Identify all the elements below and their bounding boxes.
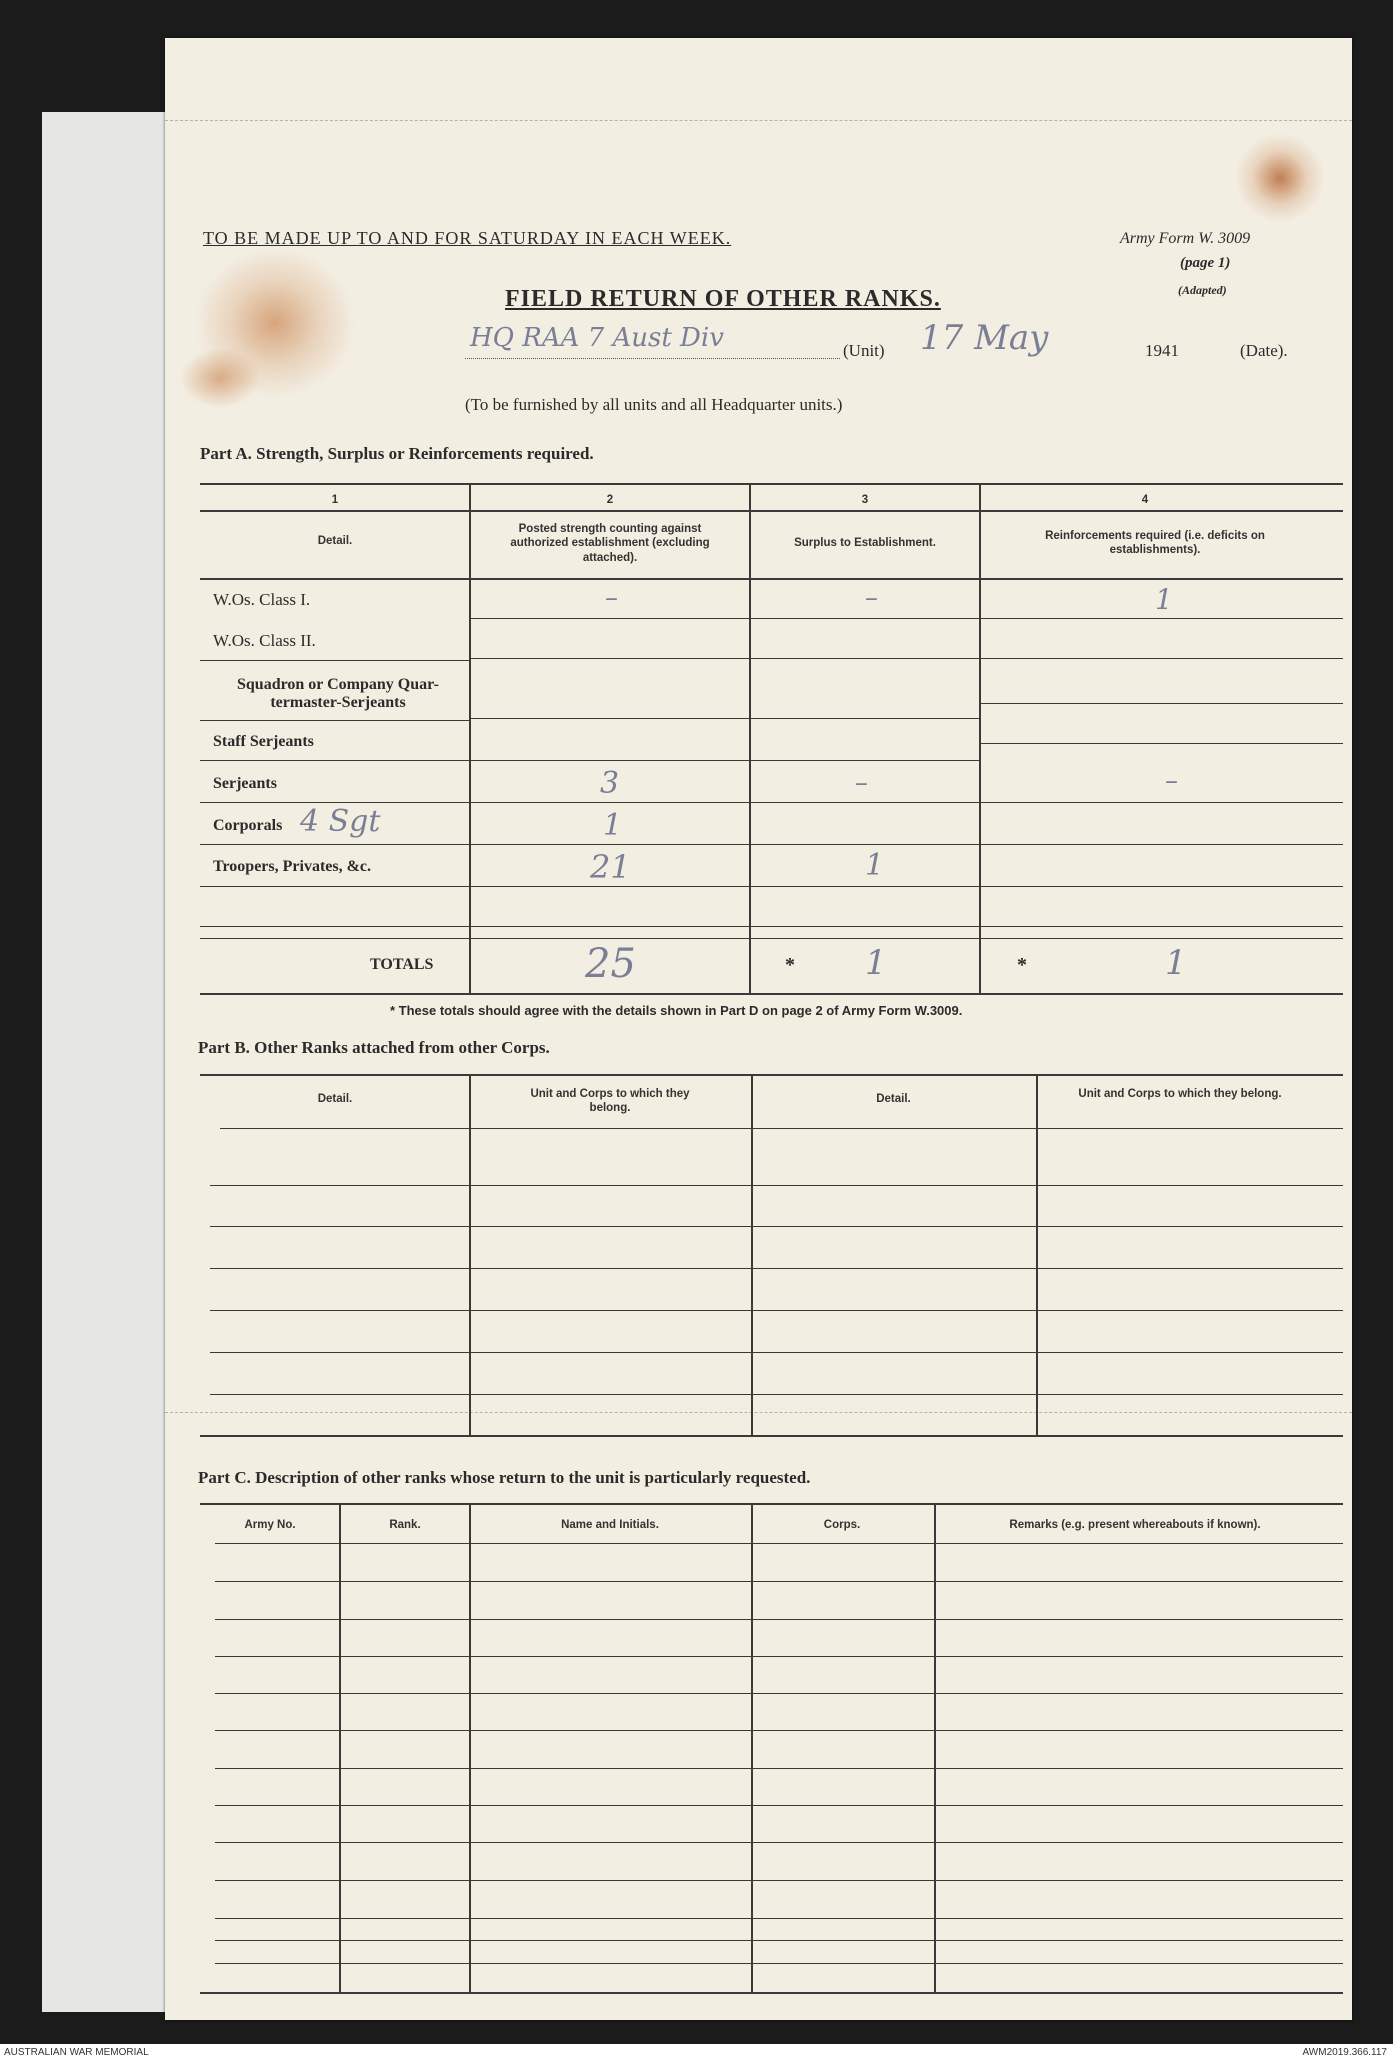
part-c-heading: Part C. Description of other ranks whose return to the unit is particularly requested.: [198, 1468, 811, 1487]
asterisk-reinf: *: [1017, 954, 1027, 976]
part-c-row-rule: [215, 1940, 1343, 1941]
perforation-middle: [165, 1412, 1352, 1413]
row-label-corporals: Corporals: [213, 817, 283, 834]
form-number: Army Form W. 3009: [1120, 230, 1251, 247]
part-b-row-rule: [210, 1268, 1343, 1269]
perforation-top: [165, 120, 1352, 121]
back-sheet: [42, 112, 172, 2012]
part-c-header-remarks: Remarks (e.g. present whereabouts if known).: [1009, 1519, 1261, 1531]
part-c-row-rule: [215, 1918, 1343, 1919]
part-a-header-detail: Detail.: [317, 535, 353, 547]
row-label-wo-class-1: W.Os. Class I.: [213, 590, 311, 609]
part-c-header-army-no: Army No.: [244, 1519, 296, 1531]
part-a-vrule-1: [469, 483, 471, 993]
asterisk-surplus: *: [785, 954, 795, 976]
form-paper: [165, 38, 1352, 2020]
row-label-staff-serjeants: Staff Serjeants: [213, 733, 314, 750]
form-page: (page 1): [1180, 255, 1231, 271]
part-a-row-rule: [200, 844, 1343, 845]
part-a-row-rule: [200, 720, 470, 721]
surplus-serjeants: –: [855, 768, 868, 798]
corporals-annotation: 4 Sgt: [300, 804, 381, 839]
part-c-header-rank: Rank.: [389, 1519, 421, 1531]
row-label-serjeants: Serjeants: [213, 775, 277, 792]
part-b-vrule-3: [1036, 1074, 1038, 1436]
part-b-header-unit-2: Unit and Corps to which they belong.: [1078, 1088, 1282, 1100]
part-b-vrule-1: [469, 1074, 471, 1436]
part-a-row-rule: [200, 926, 1343, 927]
part-b-header-rule: [220, 1128, 1343, 1129]
row-label-troopers: Troopers, Privates, &c.: [213, 858, 372, 875]
part-c-row-rule: [215, 1842, 1343, 1843]
part-a-row-rule: [200, 938, 1343, 939]
part-a-col-number-4: 4: [1141, 494, 1149, 506]
part-c-row-rule: [215, 1963, 1343, 1964]
reinf-wo1: 1: [1155, 583, 1173, 616]
surplus-troopers: 1: [865, 848, 885, 883]
part-a-col-number-1: 1: [331, 494, 339, 506]
part-c-vrule-3: [751, 1503, 753, 1993]
part-a-bottom-rule: [200, 993, 1343, 995]
surplus-wo1: –: [865, 583, 878, 613]
part-c-row-rule: [215, 1619, 1343, 1620]
footer-archive-name: AUSTRALIAN WAR MEMORIAL: [4, 2047, 149, 2058]
posted-troopers: 21: [590, 848, 631, 886]
part-b-row-rule: [210, 1352, 1343, 1353]
part-b-row-rule: [210, 1226, 1343, 1227]
part-c-vrule-2: [469, 1503, 471, 1993]
part-c-header-corps: Corps.: [823, 1519, 861, 1531]
part-b-top-rule: [200, 1074, 1343, 1076]
row-label-wo-class-2: W.Os. Class II.: [213, 631, 316, 650]
part-c-header-name: Name and Initials.: [561, 1519, 659, 1531]
part-a-top-rule: [200, 483, 1343, 485]
rust-stain-left-small: [180, 348, 260, 408]
total-reinf: 1: [1165, 943, 1187, 983]
part-a-row-rule: [980, 703, 1343, 704]
part-a-footnote: * These totals should agree with the details shown in Part D on page 2 of Army Form W.3009.: [390, 1003, 963, 1018]
row-label-cqms: Squadron or Company Quar-termaster-Serjeants: [237, 676, 439, 711]
part-c-row-rule: [215, 1581, 1343, 1582]
part-a-row-rule: [470, 718, 980, 719]
part-c-row-rule: [215, 1805, 1343, 1806]
totals-label: TOTALS: [370, 956, 434, 973]
part-c-vrule-1: [339, 1503, 341, 1993]
part-c-bottom-rule: [200, 1992, 1343, 1994]
part-a-header-rule: [200, 578, 1343, 580]
part-c-row-rule: [215, 1693, 1343, 1694]
part-b-header-detail-1: Detail.: [317, 1093, 353, 1105]
part-a-row-rule: [470, 618, 1343, 619]
instruction-text: TO BE MADE UP TO AND FOR SATURDAY IN EACH WEEK.: [203, 228, 732, 248]
part-a-vrule-3: [979, 483, 981, 993]
part-b-vrule-2: [751, 1074, 753, 1436]
unit-label: (Unit): [843, 341, 885, 360]
posted-corporals: 1: [603, 808, 623, 843]
form-title: FIELD RETURN OF OTHER RANKS.: [505, 286, 941, 312]
part-a-row-rule: [200, 886, 1343, 887]
form-adapted: (Adapted): [1178, 283, 1227, 297]
reinf-serjeants: –: [1165, 766, 1178, 796]
total-posted: 25: [585, 941, 636, 987]
part-b-heading: Part B. Other Ranks attached from other Corps.: [198, 1038, 550, 1057]
part-a-header-surplus: Surplus to Establishment.: [794, 537, 936, 549]
part-a-header-posted: Posted strength counting against authorized establishment (excluding attached).: [510, 523, 710, 564]
part-b-bottom-rule: [200, 1435, 1343, 1437]
date-year: 1941: [1145, 341, 1179, 360]
footer-accession-number: AWM2019.366.117: [1302, 2047, 1387, 2058]
posted-wo1: –: [605, 583, 618, 613]
total-surplus: 1: [865, 943, 887, 983]
part-a-row-rule: [470, 658, 1343, 659]
part-b-row-rule: [210, 1310, 1343, 1311]
date-day-month: 17 May: [920, 318, 1049, 358]
part-b-row-rule: [210, 1394, 1343, 1395]
part-a-row-rule: [200, 660, 470, 661]
part-a-row-rule: [980, 743, 1343, 744]
part-c-vrule-4: [934, 1503, 936, 1993]
part-a-row-rule: [200, 760, 980, 761]
part-c-row-rule: [215, 1880, 1343, 1881]
part-b-row-rule: [210, 1185, 1343, 1186]
part-a-row-rule: [200, 802, 1343, 803]
part-a-col-number-3: 3: [861, 494, 869, 506]
unit-value: HQ RAA 7 Aust Div: [470, 323, 724, 353]
part-a-header-reinforcements: Reinforcements required (i.e. deficits on establishments).: [1045, 530, 1265, 557]
unit-underline: [465, 358, 840, 360]
rust-stain-right: [1235, 133, 1325, 223]
part-b-header-unit-1: Unit and Corps to which they belong.: [530, 1088, 690, 1115]
furnished-note: (To be furnished by all units and all Headquarter units.): [465, 395, 843, 414]
part-a-heading: Part A. Strength, Surplus or Reinforcements required.: [200, 444, 594, 463]
part-c-row-rule: [215, 1730, 1343, 1731]
part-a-numrow-rule: [200, 510, 1343, 512]
part-c-top-rule: [200, 1503, 1343, 1505]
part-c-row-rule: [215, 1656, 1343, 1657]
part-b-header-detail-2: Detail.: [876, 1093, 911, 1105]
part-c-row-rule: [215, 1543, 1343, 1544]
posted-serjeants: 3: [600, 766, 620, 801]
part-c-row-rule: [215, 1768, 1343, 1769]
date-label: (Date).: [1240, 341, 1288, 360]
part-a-vrule-2: [749, 483, 751, 993]
part-a-col-number-2: 2: [606, 494, 614, 506]
